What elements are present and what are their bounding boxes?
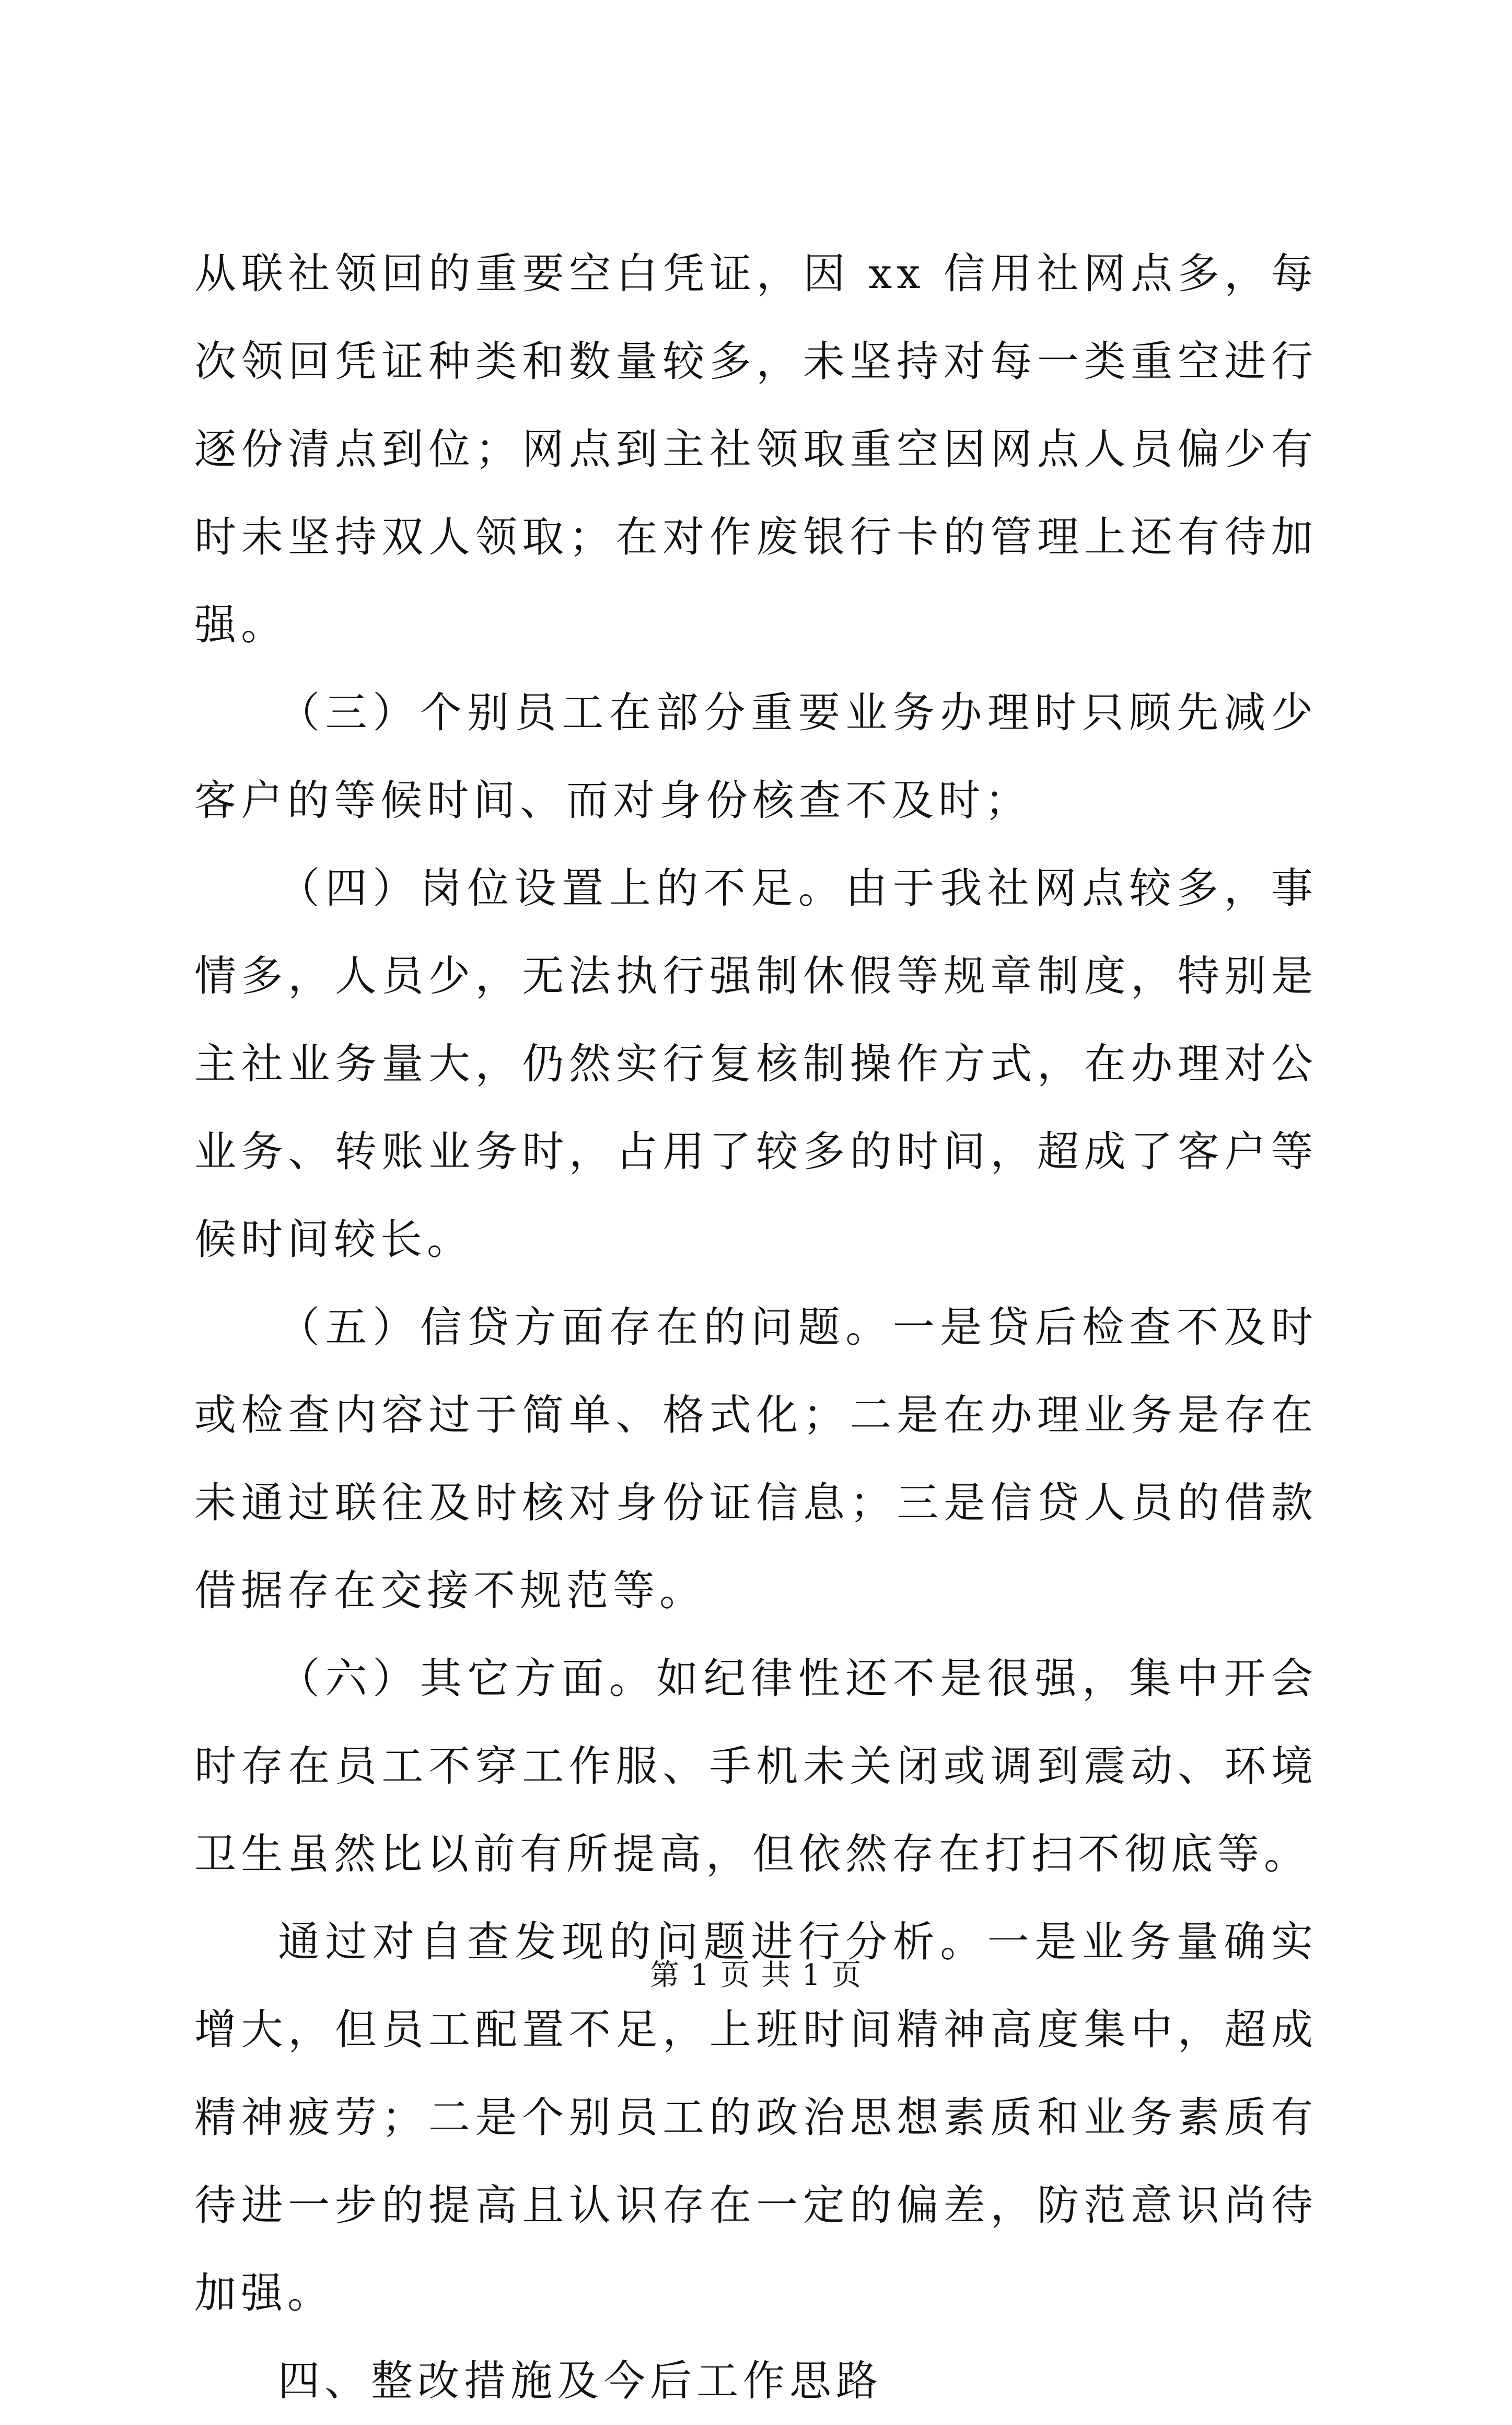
paragraph-continuation: 从联社领回的重要空白凭证，因 xx 信用社网点多，每次领回凭证种类和数量较多，未坚持对每一类重空进行逐份清点到位；网点到主社领取重空因网点人员偏少有时未坚持双人领取；在对作废银行卡的管理上还有待加强。 (194, 249, 1318, 649)
paragraph-analysis: 通过对自查发现的问题进行分析。一是业务量确实增大，但员工配置不足，上班时间精神高度集中，超成精神疲劳；二是个别员工的政治思想素质和业务素质有待进一步的提高且认识存在一定的偏差，防范意识尚待加强。 (194, 1918, 1318, 2317)
page-footer: 第 1 页 共 1 页 (649, 1958, 863, 1992)
paragraph-issue-5: （五）信贷方面存在的问题。一是贷后检查不及时或检查内容过于简单、格式化；二是在办理业务是存在未通过联往及时核对身份证信息；三是信贷人员的借款借据存在交接不规范等。 (194, 1303, 1318, 1615)
paragraph-issue-6: （六）其它方面。如纪律性还不是很强，集中开会时存在员工不穿工作服、手机未关闭或调到震动、环境卫生虽然比以前有所提高，但依然存在打扫不彻底等。 (194, 1654, 1318, 1878)
paragraph-issue-3: （三）个别员工在部分重要业务办理时只顾先减少客户的等候时间、而对身份核查不及时； (194, 688, 1318, 825)
section-heading-4: 四、整改措施及今后工作思路 (278, 2357, 882, 2405)
paragraph-issue-4: （四）岗位设置上的不足。由于我社网点较多，事情多，人员少，无法执行强制休假等规章制度，特别是主社业务量大，仍然实行复核制操作方式，在办理对公业务、转账业务时，占用了较多的时间，超成了客户等候时间较长。 (194, 864, 1318, 1264)
document-body (194, 230, 1318, 2425)
